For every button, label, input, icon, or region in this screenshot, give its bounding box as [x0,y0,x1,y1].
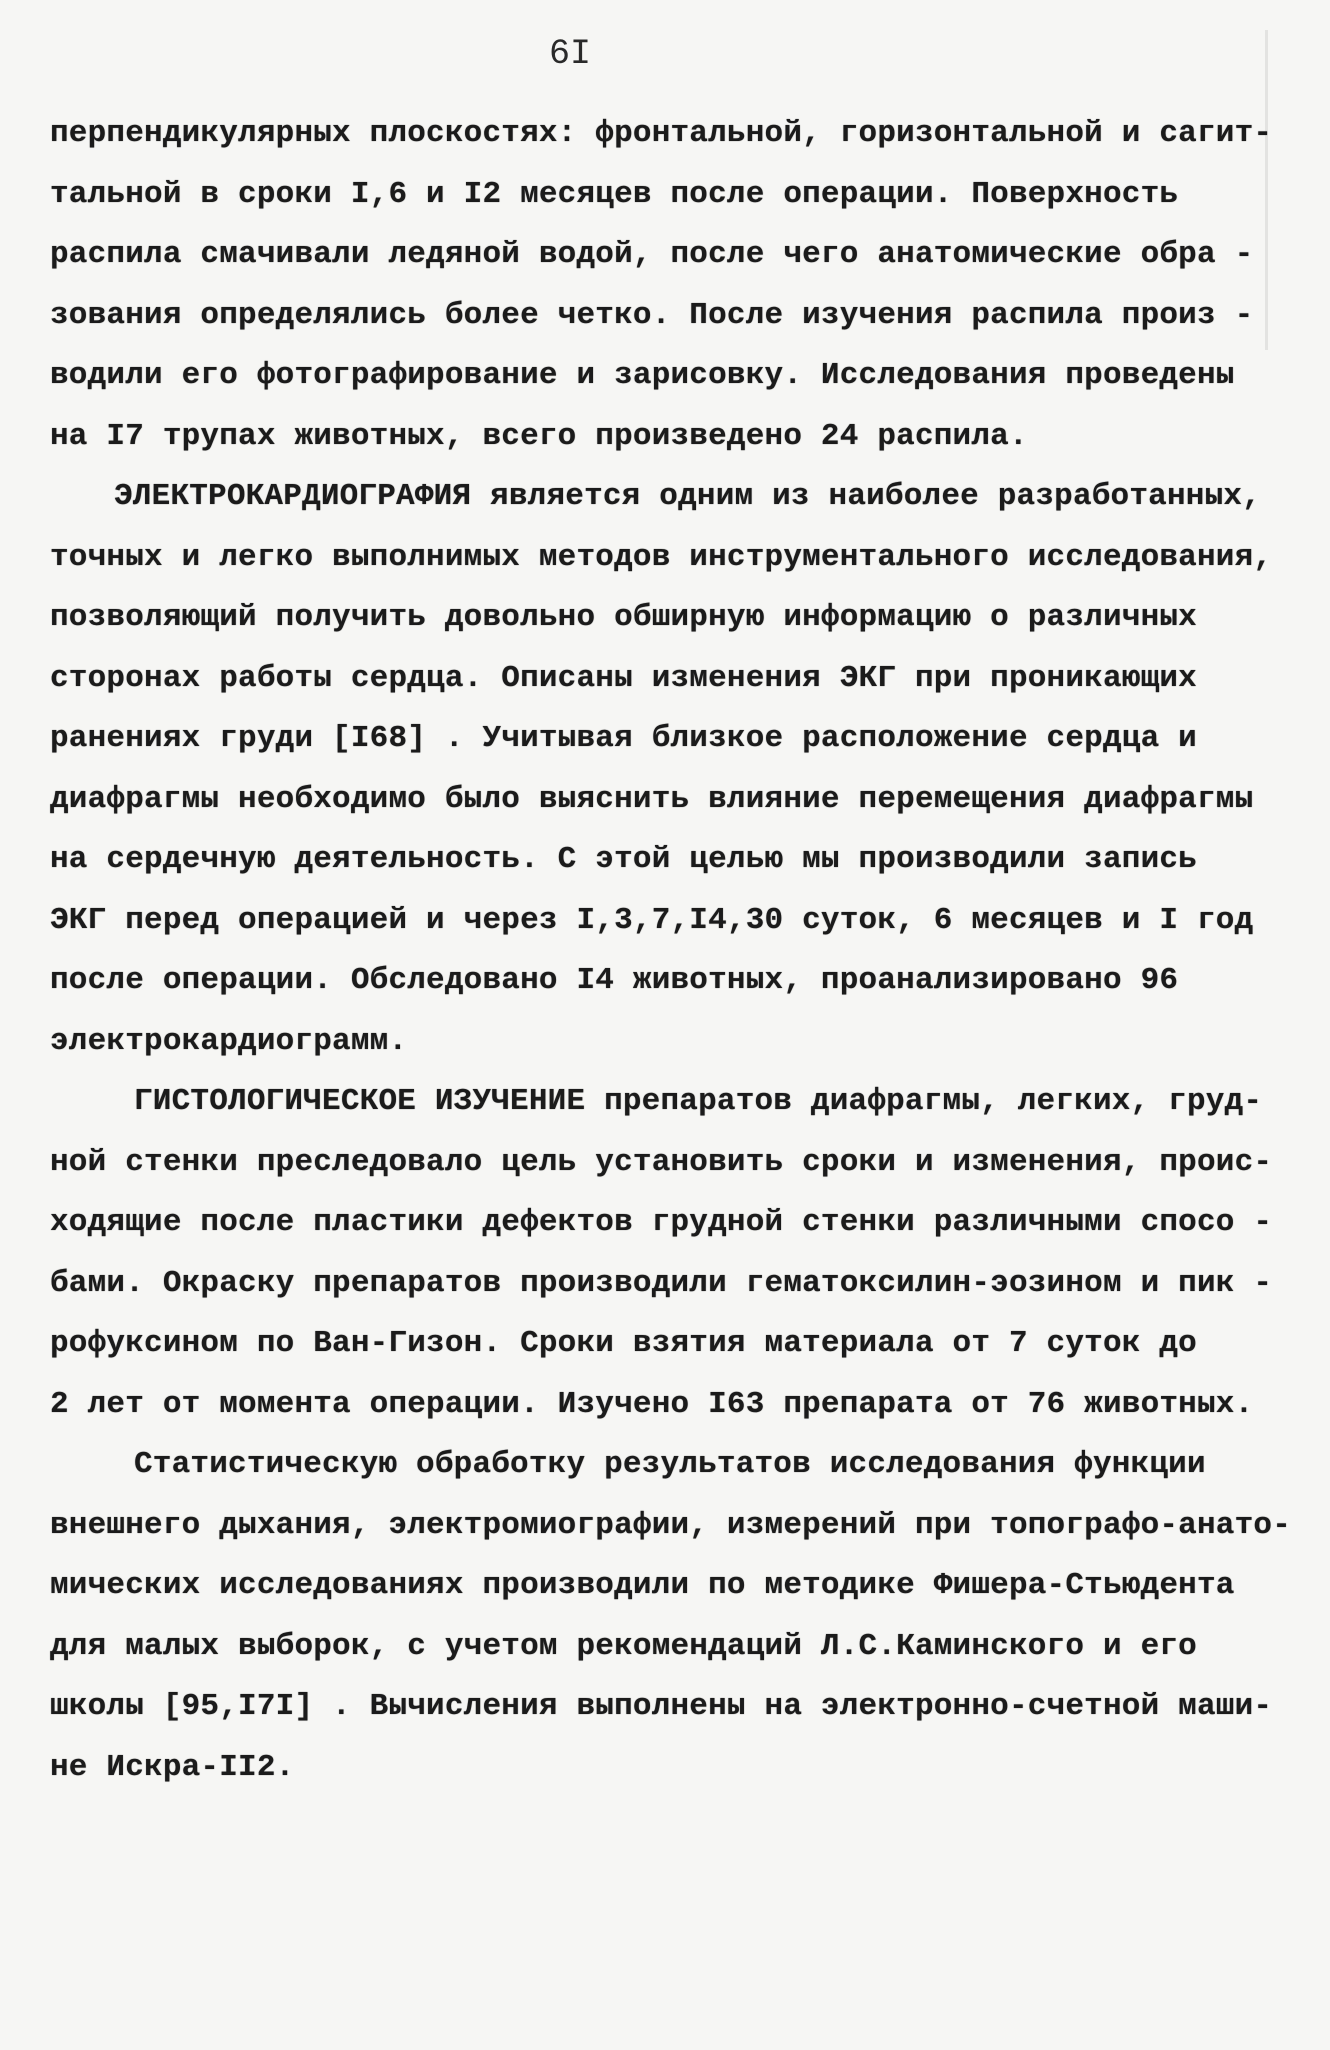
text-line: не Искра-II2. [50,1749,295,1785]
text-line: ной стенки преследовало цель установить сроки и изменения, проис- [50,1144,1273,1180]
text-line: позволяющий получить довольно обширную информацию о различных [50,600,1197,635]
text-line: мических исследованиях производили по методике Фишера-Стьюдента [50,1568,1235,1603]
text-line: ЭЛЕКТРОКАРДИОГРАФИЯ является одним из наиболее разработанных, [114,479,1261,514]
text-line: ГИСТОЛОГИЧЕСКОЕ ИЗУЧЕНИЕ препаратов диафрагмы, легких, груд- [134,1084,1263,1119]
document-body [50,104,1291,1798]
text-line: ЭКГ перед операцией и через I,3,7,I4,30 суток, 6 месяцев и I год [50,902,1254,938]
text-line: 2 лет от момента операции. Изучено I63 препарата от 76 животных. [50,1386,1254,1422]
text-line: ранениях груди [I68] . Учитывая близкое расположение сердца и [50,721,1197,756]
text-line: электрокардиограмм. [50,1023,408,1059]
paragraph-statistics [50,1435,1291,1798]
text-line: после операции. Обследовано I4 животных, проанализировано 96 [50,963,1179,998]
text-line: школы [95,I7I] . Вычисления выполнены на электронно-счетной маши- [50,1689,1273,1724]
paragraph-electrocardiography [50,467,1273,1072]
text-line: рофуксином по Ван-Гизон. Сроки взятия материала от 7 суток до [50,1326,1197,1361]
text-line: водили его фотографирование и зарисовку. Исследования проведены [50,358,1235,393]
text-line: диафрагмы необходимо было выяснить влияние перемещения диафрагмы [50,781,1254,817]
paragraph-topography [50,104,1273,467]
paragraph-histology [50,1072,1273,1435]
text-line: точных и легко выполнимых методов инструментального исследования, [50,539,1273,575]
page-number: 6I [548,34,591,74]
text-line: тальной в сроки I,6 и I2 месяцев после операции. Поверхность [50,176,1179,212]
text-line: перпендикулярных плоскостях: фронтальной, горизонтальной и сагит- [50,116,1273,151]
text-line: ходящие после пластики дефектов грудной стенки различными спосо - [50,1205,1273,1240]
text-line: на сердечную деятельность. С этой целью мы производили запись [50,842,1197,877]
text-line: на I7 трупах животных, всего произведено 24 распила. [50,418,1028,454]
text-line: зования определялись более четко. После изучения распила произ - [50,297,1254,333]
text-line: распила смачивали ледяной водой, после чего анатомические обра - [50,237,1254,272]
text-line: бами. Окраску препаратов производили гематоксилин-эозином и пик - [50,1265,1273,1301]
text-line: сторонах работы сердца. Описаны изменения ЭКГ при проникающих [50,660,1197,696]
text-line: для малых выборок, с учетом рекомендаций Л.С.Каминского и его [50,1628,1197,1664]
text-line: внешнего дыхания, электромиографии, измерений при топографо-анато- [50,1507,1291,1543]
text-line: Статистическую обработку результатов исследования функции [134,1447,1206,1482]
